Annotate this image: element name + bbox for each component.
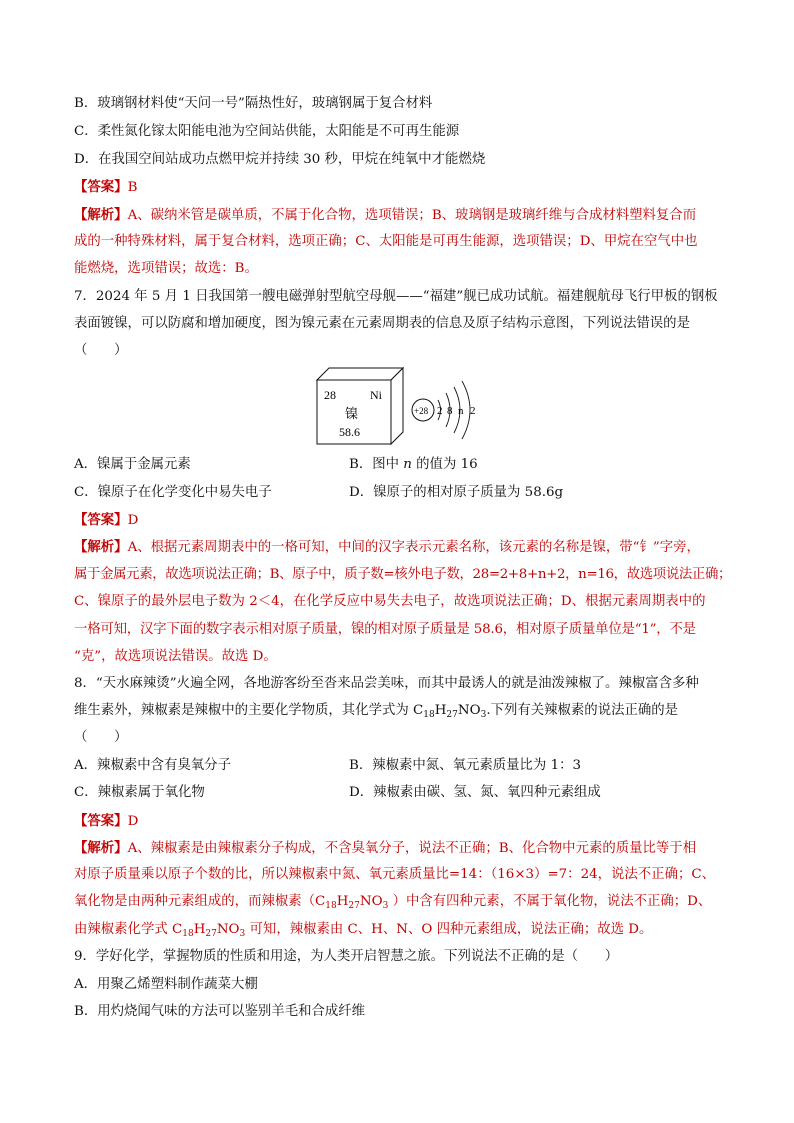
- subscript-3: 3: [480, 710, 487, 720]
- q7-analysis-line-4: 一格可知，汉字下面的数字表示相对原子质量，镍的相对原子质量是 58.6，相对原子质量单位是“1”，不是: [74, 622, 696, 637]
- formula-no: NO: [457, 703, 481, 718]
- analysis-label: 【解析】: [74, 539, 128, 555]
- analysis-text: 由辣椒素化学式 C: [74, 922, 183, 937]
- q7-stem-line-2: 表面镀镍，可以防腐和增加硬度，图为镍元素在元素周期表的信息及原子结构示意图，下列说法错误的是: [74, 316, 690, 331]
- formula-h: H: [434, 703, 447, 718]
- subscript-18: 18: [182, 929, 194, 939]
- analysis-label: 【解析】: [74, 207, 128, 223]
- formula-h: H: [193, 922, 206, 937]
- q6-analysis-line-3: 能燃烧，选项错误；故选：B。: [74, 261, 258, 276]
- q6-option-c: C．柔性氮化镓太阳能电池为空间站供能，太阳能是不可再生能源: [74, 124, 460, 139]
- formula-no: NO: [359, 894, 383, 909]
- q8-analysis-line-1: [74, 839, 696, 858]
- answer-value: D: [127, 513, 139, 528]
- q6-analysis-line-2: 成的一种特殊材料，属于复合材料，选项正确；C、太阳能是可再生能源，选项错误；D、甲烷在空气中也: [74, 234, 698, 249]
- answer-label: 【答案】: [74, 179, 128, 195]
- q7-analysis-line-3: C、镍原子的最外层电子数为 2＜4，在化学反应中易失去电子，故选项说法正确；D、根据元素周期表中的: [74, 594, 706, 609]
- q7-stem-line-1: 7．2024 年 5 月 1 日我国第一艘电磁弹射型航空母舰——“福建”舰已成功试航。福建舰航母飞行甲板的钢板: [74, 289, 718, 304]
- q8-answer: [74, 812, 138, 831]
- q7-stem-line-3: （ ）: [74, 343, 128, 358]
- q7-option-c: C．镍原子在化学变化中易失电子: [74, 485, 272, 500]
- subscript-18: 18: [423, 710, 435, 720]
- q8-analysis-line-3: [74, 893, 711, 911]
- shell-3-electrons: n: [458, 405, 464, 417]
- answer-label: 【答案】: [74, 813, 128, 829]
- subscript-3: 3: [382, 901, 389, 911]
- answer-value: B: [127, 180, 138, 195]
- q8-option-b: B．辣椒素中氮、氧元素质量比为 1：3: [349, 758, 581, 773]
- formula-h: H: [336, 894, 349, 909]
- analysis-text: A、辣椒素是由辣椒素分子构成，不含臭氧分子，说法不正确；B、化合物中元素的质量比等于相: [127, 841, 697, 856]
- analysis-label: 【解析】: [74, 840, 128, 856]
- q7-option-a: A．镍属于金属元素: [74, 457, 191, 472]
- q8-analysis-line-4: [74, 921, 652, 939]
- q7-option-d: D．镍原子的相对原子质量为 58.6g: [349, 485, 564, 500]
- q8-option-c: C．辣椒素属于氧化物: [74, 785, 205, 800]
- shell-2-electrons: 8: [447, 405, 453, 417]
- stem-text: 维生素外，辣椒素是辣椒中的主要化学物质，其化学式为 C: [74, 703, 424, 718]
- analysis-text-end: 可知，辣椒素由 C、H、N、O 四种元素组成，说法正确；故选 D。: [245, 922, 653, 937]
- q9-stem-line-1: 9．学好化学，掌握物质的性质和用途，为人类开启智慧之旅。下列说法不正确的是（ ）: [74, 949, 619, 964]
- q6-option-b: B．玻璃钢材料使“天问一号”隔热性好，玻璃钢属于复合材料: [74, 96, 433, 111]
- q7-analysis-line-2: 属于金属元素，故选项说法正确；B、原子中，质子数=核外电子数，28=2+8+n+2，n=16，故选项说法正确；: [74, 567, 732, 582]
- q8-option-a: A．辣椒素中含有臭氧分子: [74, 758, 231, 773]
- subscript-18: 18: [325, 901, 337, 911]
- subscript-3: 3: [239, 929, 246, 939]
- element-cell-and-atom-diagram: [312, 366, 492, 446]
- atomic-number: 28: [324, 388, 336, 402]
- nickel-element-figure: [312, 366, 492, 446]
- answer-label: 【答案】: [74, 512, 128, 528]
- option-b-text-end: 的值为 16: [411, 457, 478, 472]
- option-b-text: B．图中: [349, 457, 404, 472]
- q6-analysis-line-1: [74, 206, 696, 225]
- q8-option-d: D．辣椒素由碳、氢、氮、氧四种元素组成: [349, 785, 601, 800]
- q6-option-d: D．在我国空间站成功点燃甲烷并持续 30 秒，甲烷在纯氧中才能燃烧: [74, 152, 486, 167]
- shell-1-electrons: 2: [437, 405, 443, 417]
- q7-option-b: [349, 456, 478, 474]
- q9-option-a: A．用聚乙烯塑料制作蔬菜大棚: [74, 977, 258, 992]
- option-b-variable: n: [403, 457, 412, 472]
- q7-analysis-line-1: [74, 538, 700, 557]
- subscript-27: 27: [446, 710, 458, 720]
- subscript-27: 27: [205, 929, 217, 939]
- element-name: 镍: [345, 407, 359, 422]
- q6-answer: [74, 178, 137, 197]
- q8-stem-line-3: （ ）: [74, 730, 128, 745]
- stem-text-end: .下列有关辣椒素的说法正确的是: [486, 703, 679, 718]
- shell-4-electrons: 2: [470, 405, 476, 417]
- analysis-text: 氧化物是由两种元素组成的，而辣椒素（C: [74, 894, 326, 909]
- subscript-27: 27: [348, 901, 360, 911]
- q7-answer: [74, 511, 138, 530]
- analysis-text: A、碳纳米管是碳单质，不属于化合物，选项错误；B、玻璃钢是玻璃纤维与合成材料塑料复合而: [127, 208, 697, 223]
- q8-stem-line-1: 8．“天水麻辣烫”火遍全网，各地游客纷至沓来品尝美味，而其中最诱人的就是油泼辣椒了。辣椒富含多种: [74, 676, 699, 691]
- q9-option-b: B．用灼烧闻气味的方法可以鉴别羊毛和合成纤维: [74, 1004, 366, 1019]
- element-symbol: Ni: [370, 388, 382, 402]
- q7-analysis-line-5: “克”，故选项说法错误。故选 D。: [74, 649, 277, 664]
- q8-analysis-line-2: 对原子质量乘以原子个数的比，所以辣椒素中氮、氧元素质量比=14：（16×3）=7：24，说法不正确；C、: [74, 867, 715, 882]
- formula-no: NO: [216, 922, 240, 937]
- analysis-text-end: ）中含有四种元素，不属于氧化物，说法不正确；D、: [388, 894, 712, 909]
- analysis-text: A、根据元素周期表中的一格可知，中间的汉字表示元素名称，该元素的名称是镍，带“钅”字旁，: [127, 540, 700, 555]
- q8-stem-line-2: [74, 702, 678, 720]
- answer-value: D: [127, 814, 139, 829]
- nucleus-charge: +28: [414, 406, 429, 416]
- atomic-mass: 58.6: [339, 425, 360, 439]
